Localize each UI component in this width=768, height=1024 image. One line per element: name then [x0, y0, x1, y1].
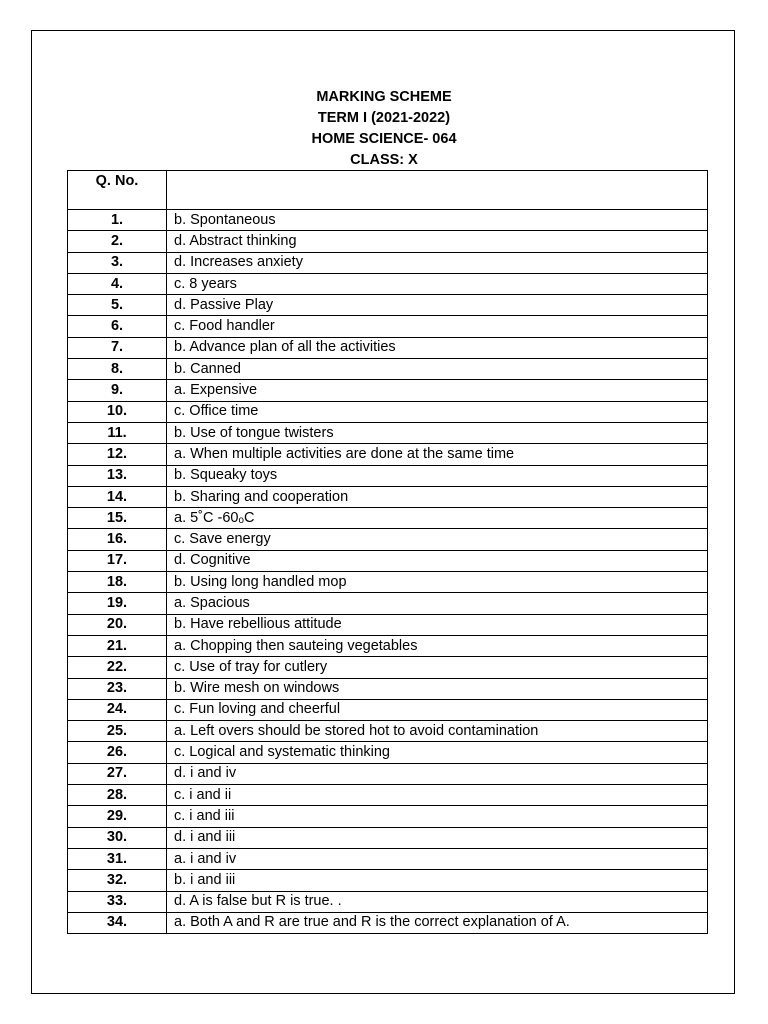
table-row [68, 465, 708, 486]
question-number: 29. [68, 806, 167, 827]
table-row [68, 550, 708, 571]
table-row [68, 529, 708, 550]
answer-text: c. Fun loving and cheerful [167, 699, 708, 720]
answer-text: b. Wire mesh on windows [167, 678, 708, 699]
answer-text: b. Using long handled mop [167, 572, 708, 593]
question-number: 19. [68, 593, 167, 614]
answer-text: a. 5˚C -60ₒC [167, 508, 708, 529]
question-number: 7. [68, 337, 167, 358]
question-number: 32. [68, 870, 167, 891]
question-number: 14. [68, 486, 167, 507]
document-heading [0, 87, 768, 171]
question-number: 13. [68, 465, 167, 486]
question-number: 34. [68, 912, 167, 933]
question-number: 28. [68, 785, 167, 806]
answer-text: d. i and iii [167, 827, 708, 848]
question-number: 9. [68, 380, 167, 401]
table-row [68, 337, 708, 358]
question-number: 16. [68, 529, 167, 550]
table-row [68, 699, 708, 720]
question-number: 4. [68, 273, 167, 294]
table-row [68, 422, 708, 443]
question-number: 11. [68, 422, 167, 443]
answer-text: d. Cognitive [167, 550, 708, 571]
table-row [68, 295, 708, 316]
question-number: 33. [68, 891, 167, 912]
answer-text: d. A is false but R is true. . [167, 891, 708, 912]
table-row [68, 827, 708, 848]
question-number: 25. [68, 721, 167, 742]
question-number: 22. [68, 657, 167, 678]
question-number: 30. [68, 827, 167, 848]
answer-text: a. When multiple activities are done at the same time [167, 444, 708, 465]
table-row [68, 252, 708, 273]
question-number: 26. [68, 742, 167, 763]
table-row [68, 380, 708, 401]
table-row [68, 721, 708, 742]
table-row [68, 231, 708, 252]
table-row [68, 678, 708, 699]
question-number: 21. [68, 635, 167, 656]
answer-text: c. Food handler [167, 316, 708, 337]
answer-text: a. Chopping then sauteing vegetables [167, 635, 708, 656]
answer-text: d. Passive Play [167, 295, 708, 316]
question-number: 31. [68, 848, 167, 869]
answer-text: a. i and iv [167, 848, 708, 869]
question-number: 23. [68, 678, 167, 699]
answer-text: a. Left overs should be stored hot to avoid contamination [167, 721, 708, 742]
table-row [68, 508, 708, 529]
column-header-qno: Q. No. [68, 171, 167, 210]
answer-text: c. Office time [167, 401, 708, 422]
question-number: 3. [68, 252, 167, 273]
answer-text: b. Sharing and cooperation [167, 486, 708, 507]
table-row [68, 486, 708, 507]
answer-key-table [67, 170, 708, 934]
table-row [68, 614, 708, 635]
answer-text: d. Abstract thinking [167, 231, 708, 252]
table-row [68, 763, 708, 784]
answer-text: b. i and iii [167, 870, 708, 891]
table-header-row [68, 171, 708, 210]
answer-text: c. Use of tray for cutlery [167, 657, 708, 678]
table-row [68, 870, 708, 891]
question-number: 18. [68, 572, 167, 593]
answer-text: b. Canned [167, 359, 708, 380]
table-row [68, 891, 708, 912]
question-number: 1. [68, 210, 167, 231]
question-number: 12. [68, 444, 167, 465]
table-row [68, 359, 708, 380]
answer-text: b. Squeaky toys [167, 465, 708, 486]
question-number: 6. [68, 316, 167, 337]
question-number: 24. [68, 699, 167, 720]
question-number: 2. [68, 231, 167, 252]
question-number: 20. [68, 614, 167, 635]
table-row [68, 444, 708, 465]
answer-text: d. i and iv [167, 763, 708, 784]
answer-text: a. Spacious [167, 593, 708, 614]
table-row [68, 316, 708, 337]
table-row [68, 848, 708, 869]
heading-term: TERM I (2021-2022) [317, 110, 451, 126]
heading-class: CLASS: X [350, 152, 418, 168]
answer-text: c. 8 years [167, 273, 708, 294]
question-number: 5. [68, 295, 167, 316]
answer-text: b. Have rebellious attitude [167, 614, 708, 635]
question-number: 27. [68, 763, 167, 784]
table-row [68, 657, 708, 678]
answer-text: d. Increases anxiety [167, 252, 708, 273]
table-row [68, 273, 708, 294]
table-row [68, 210, 708, 231]
answer-text: c. i and iii [167, 806, 708, 827]
answer-text: c. i and ii [167, 785, 708, 806]
table-row [68, 806, 708, 827]
question-number: 15. [68, 508, 167, 529]
answer-text: c. Logical and systematic thinking [167, 742, 708, 763]
table-row [68, 572, 708, 593]
answer-text: c. Save energy [167, 529, 708, 550]
answer-text: b. Advance plan of all the activities [167, 337, 708, 358]
table-row [68, 742, 708, 763]
answer-text: a. Both A and R are true and R is the correct explanation of A. [167, 912, 708, 933]
question-number: 17. [68, 550, 167, 571]
answer-text: b. Use of tongue twisters [167, 422, 708, 443]
question-number: 8. [68, 359, 167, 380]
answer-text: b. Spontaneous [167, 210, 708, 231]
table-row [68, 912, 708, 933]
column-header-answer [167, 171, 708, 210]
heading-subject: HOME SCIENCE- 064 [311, 131, 457, 147]
table-row [68, 635, 708, 656]
heading-title: MARKING SCHEME [316, 89, 452, 105]
table-row [68, 593, 708, 614]
answer-text: a. Expensive [167, 380, 708, 401]
question-number: 10. [68, 401, 167, 422]
table-row [68, 785, 708, 806]
table-row [68, 401, 708, 422]
